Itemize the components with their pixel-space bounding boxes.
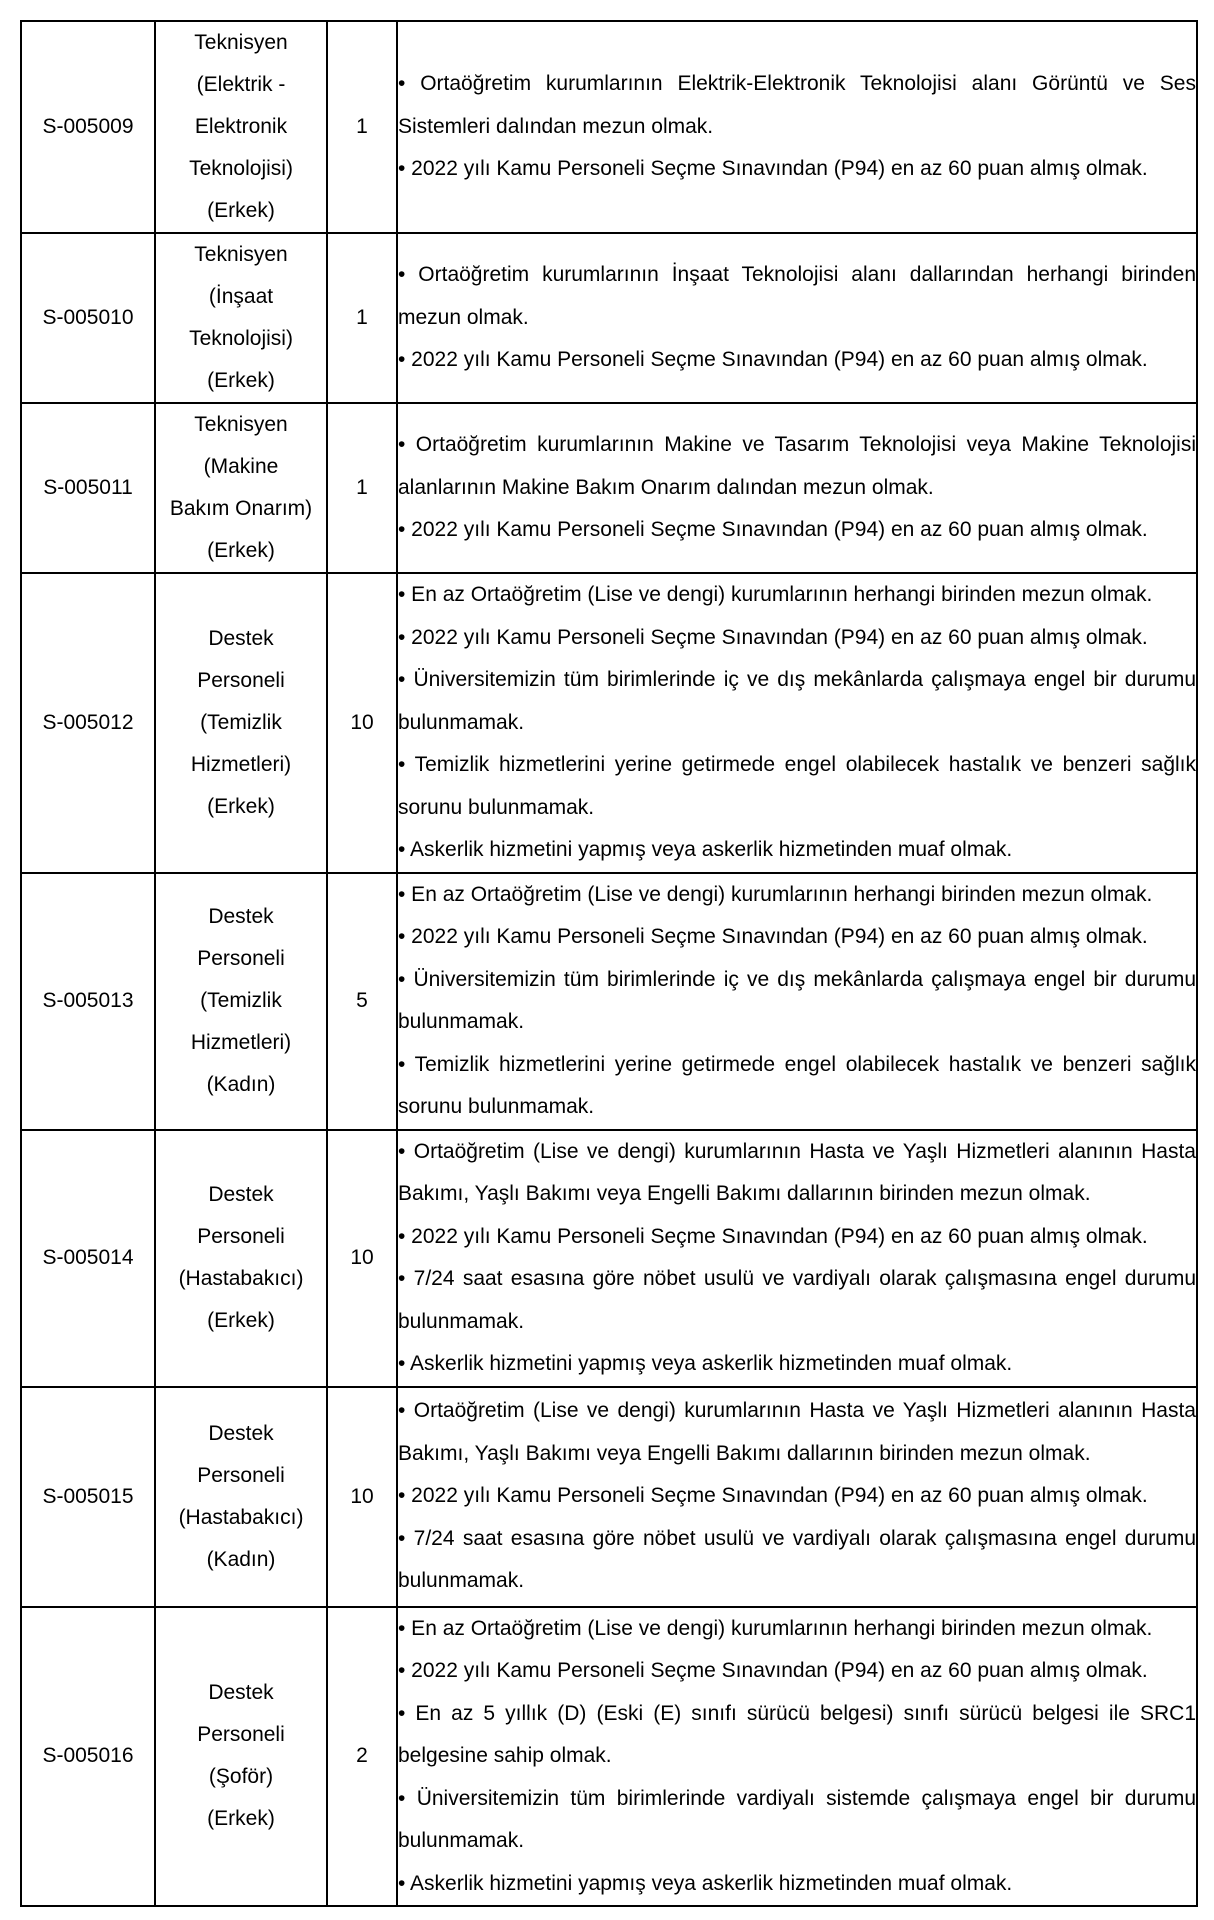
requirement-item: • 2022 yılı Kamu Personeli Seçme Sınavından (P94) en az 60 puan almış olmak. — [398, 625, 1148, 649]
requirement-item: • Üniversitemizin tüm birimlerinde vardiyalı sistemde çalışmaya engel bir durumu bulunmamak. — [398, 1786, 1196, 1852]
position-count: 1 — [327, 21, 397, 233]
requirement-item: • Ortaöğretim (Lise ve dengi) kurumlarının Hasta ve Yaşlı Hizmetleri alanının Hasta Bakımı, Yaşlı Bakımı veya Engelli Bakımı dallarının birinden mezun olmak. — [398, 1139, 1196, 1205]
requirement-item: • En az Ortaöğretim (Lise ve dengi) kurumlarının herhangi birinden mezun olmak. — [398, 882, 1153, 906]
requirement-item: • 7/24 saat esasına göre nöbet usulü ve vardiyalı olarak çalışmasına engel durumu bulunmamak. — [398, 1267, 1196, 1333]
position-code: S-005014 — [21, 1130, 155, 1387]
table-row — [21, 403, 1197, 573]
position-count: 2 — [327, 1607, 397, 1907]
requirement-item: • 2022 yılı Kamu Personeli Seçme Sınavından (P94) en az 60 puan almış olmak. — [398, 1224, 1148, 1248]
table-row — [21, 233, 1197, 403]
requirements-list — [397, 1130, 1197, 1387]
position-code: S-005015 — [21, 1387, 155, 1607]
position-code: S-005009 — [21, 21, 155, 233]
requirement-item: • Ortaöğretim kurumlarının Makine ve Tasarım Teknolojisi veya Makine Teknolojisi alanlarının Makine Bakım Onarım dalından mezun olmak. — [398, 433, 1196, 499]
requirement-item: • 2022 yılı Kamu Personeli Seçme Sınavından (P94) en az 60 puan almış olmak. — [398, 1659, 1148, 1682]
position-count: 10 — [327, 573, 397, 873]
table-row — [21, 1130, 1197, 1387]
position-title: Destek Personeli (Hastabakıcı) (Kadın) — [155, 1387, 327, 1607]
requirements-list — [397, 403, 1197, 573]
requirement-item: • En az Ortaöğretim (Lise ve dengi) kurumlarının herhangi birinden mezun olmak. — [398, 583, 1153, 606]
table-row — [21, 873, 1197, 1130]
requirement-item: • Ortaöğretim (Lise ve dengi) kurumlarının Hasta ve Yaşlı Hizmetleri alanının Hasta Bakımı, Yaşlı Bakımı veya Engelli Bakımı dallarının birinden mezun olmak. — [398, 1399, 1196, 1465]
position-title: Destek Personeli (Temizlik Hizmetleri) (Kadın) — [155, 873, 327, 1130]
position-title: Teknisyen (Elektrik - Elektronik Teknolojisi) (Erkek) — [155, 21, 327, 233]
requirements-list — [397, 573, 1197, 873]
positions-table — [20, 20, 1198, 1907]
position-count: 1 — [327, 233, 397, 403]
table-row — [21, 21, 1197, 233]
requirement-item: • En az Ortaöğretim (Lise ve dengi) kurumlarının herhangi birinden mezun olmak. — [398, 1616, 1153, 1640]
requirement-item: • 2022 yılı Kamu Personeli Seçme Sınavından (P94) en az 60 puan almış olmak. — [398, 518, 1148, 542]
requirement-item: • 2022 yılı Kamu Personeli Seçme Sınavından (P94) en az 60 puan almış olmak. — [398, 157, 1148, 181]
position-count: 5 — [327, 873, 397, 1130]
position-code: S-005016 — [21, 1607, 155, 1907]
requirement-item: • 2022 yılı Kamu Personeli Seçme Sınavından (P94) en az 60 puan almış olmak. — [398, 348, 1148, 372]
requirements-list — [397, 233, 1197, 403]
position-code: S-005011 — [21, 403, 155, 573]
position-count: 10 — [327, 1387, 397, 1607]
table-row — [21, 1387, 1197, 1607]
requirement-item: • 2022 yılı Kamu Personeli Seçme Sınavından (P94) en az 60 puan almış olmak. — [398, 1484, 1148, 1508]
requirement-item: • En az 5 yıllık (D) (Eski (E) sınıfı sürücü belgesi) sınıfı sürücü belgesi ile SRC1 belgesine sahip olmak. — [398, 1701, 1196, 1767]
requirement-item: • Askerlik hizmetini yapmış veya askerlik hizmetinden muaf olmak. — [398, 838, 1013, 861]
position-title: Teknisyen (İnşaat Teknolojisi) (Erkek) — [155, 233, 327, 403]
requirement-item: • Temizlik hizmetlerini yerine getirmede engel olabilecek hastalık ve benzeri sağlık sorunu bulunmamak. — [398, 753, 1196, 819]
requirements-list — [397, 1387, 1197, 1607]
position-title: Destek Personeli (Hastabakıcı) (Erkek) — [155, 1130, 327, 1387]
requirement-item: • Temizlik hizmetlerini yerine getirmede engel olabilecek hastalık ve benzeri sağlık sorunu bulunmamak. — [398, 1052, 1196, 1118]
requirement-item: • Askerlik hizmetini yapmış veya askerlik hizmetinden muaf olmak. — [398, 1352, 1013, 1375]
requirements-list — [397, 873, 1197, 1130]
position-title: Destek Personeli (Temizlik Hizmetleri) (Erkek) — [155, 573, 327, 873]
position-count: 1 — [327, 403, 397, 573]
position-count: 10 — [327, 1130, 397, 1387]
requirement-item: • Üniversitemizin tüm birimlerinde iç ve dış mekânlarda çalışmaya engel bir durumu bulunmamak. — [398, 967, 1196, 1033]
table-row — [21, 573, 1197, 873]
requirement-item: • Üniversitemizin tüm birimlerinde iç ve dış mekânlarda çalışmaya engel bir durumu bulunmamak. — [398, 668, 1196, 734]
requirement-item: • 2022 yılı Kamu Personeli Seçme Sınavından (P94) en az 60 puan almış olmak. — [398, 925, 1148, 948]
requirements-list — [397, 1607, 1197, 1907]
requirement-item: • Ortaöğretim kurumlarının İnşaat Teknolojisi alanı dallarından herhangi birinden mezun olmak. — [398, 263, 1196, 329]
requirement-item: • 7/24 saat esasına göre nöbet usulü ve vardiyalı olarak çalışmasına engel durumu bulunmamak. — [398, 1526, 1196, 1593]
requirement-item: • Askerlik hizmetini yapmış veya askerlik hizmetinden muaf olmak. — [398, 1871, 1013, 1895]
position-code: S-005012 — [21, 573, 155, 873]
position-title: Destek Personeli (Şoför) (Erkek) — [155, 1607, 327, 1907]
table-row — [21, 1607, 1197, 1907]
requirement-item: • Ortaöğretim kurumlarının Elektrik-Elektronik Teknolojisi alanı Görüntü ve Ses Sistemleri dalından mezun olmak. — [398, 72, 1196, 138]
requirements-list — [397, 21, 1197, 233]
position-code: S-005013 — [21, 873, 155, 1130]
position-code: S-005010 — [21, 233, 155, 403]
position-title: Teknisyen (Makine Bakım Onarım) (Erkek) — [155, 403, 327, 573]
